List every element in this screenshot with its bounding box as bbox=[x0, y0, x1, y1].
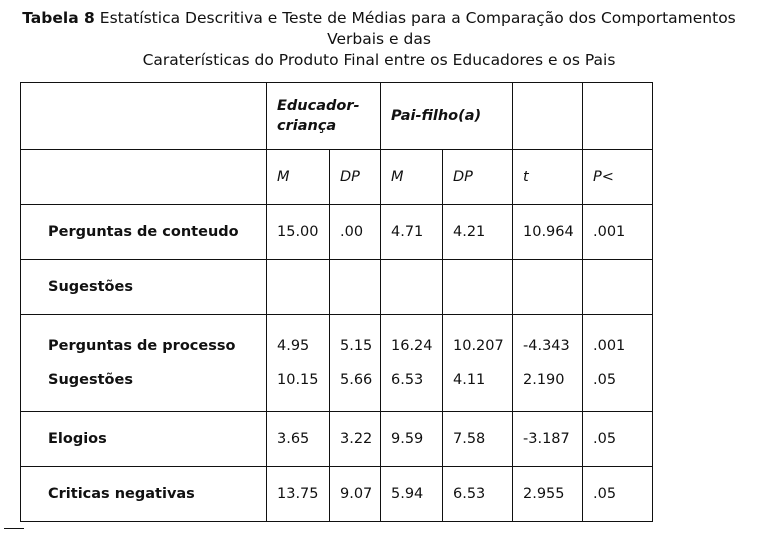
stat-header-cell: P< bbox=[583, 150, 653, 205]
empty-header-cell bbox=[513, 83, 583, 150]
table-caption bbox=[0, 8, 758, 71]
table-cell: 10.15 bbox=[277, 372, 319, 388]
table-cell: .001 bbox=[583, 205, 653, 260]
empty-header-cell bbox=[21, 150, 267, 205]
caption-line-1 bbox=[0, 8, 758, 50]
table-cell: 2.955 bbox=[513, 467, 583, 522]
table-cell: 15.00 bbox=[267, 205, 330, 260]
stat-header-cell: M bbox=[381, 150, 443, 205]
table-cell: 9.07 bbox=[330, 467, 381, 522]
table-cell: 4.21 bbox=[443, 205, 513, 260]
table-cell: 7.58 bbox=[443, 412, 513, 467]
table-cell: .05 bbox=[583, 467, 653, 522]
table-cell bbox=[583, 260, 653, 315]
table-cell: -4.343 bbox=[523, 338, 570, 354]
stat-header-cell: DP bbox=[330, 150, 381, 205]
caption-title-part-2: Caraterísticas do Produto Final entre os Educadores e os Pais bbox=[142, 51, 616, 69]
table-cell bbox=[513, 260, 583, 315]
table-cell: .05 bbox=[583, 412, 653, 467]
row-label: Elogios bbox=[21, 412, 267, 467]
table-row bbox=[21, 260, 653, 315]
row-label: Sugestões bbox=[21, 260, 267, 315]
row-label: Perguntas de processo bbox=[48, 338, 236, 354]
stat-header-cell: t bbox=[513, 150, 583, 205]
table-cell-pair bbox=[513, 315, 583, 412]
table-cell-pair bbox=[330, 315, 381, 412]
table-cell: 13.75 bbox=[267, 467, 330, 522]
table-cell bbox=[330, 260, 381, 315]
table-row bbox=[21, 412, 653, 467]
empty-header-cell bbox=[583, 83, 653, 150]
table-row bbox=[21, 315, 653, 412]
row-label-pair bbox=[21, 315, 267, 412]
table-cell: 4.95 bbox=[277, 338, 310, 354]
table-cell-pair bbox=[267, 315, 330, 412]
page-rule bbox=[4, 528, 24, 529]
table-cell bbox=[267, 260, 330, 315]
table-number: Tabela 8 bbox=[22, 9, 95, 27]
row-label: Criticas negativas bbox=[21, 467, 267, 522]
table-cell: 5.15 bbox=[340, 338, 373, 354]
table-cell: 16.24 bbox=[391, 338, 433, 354]
group-header-educador: Educador- criança bbox=[267, 83, 381, 150]
stat-header-cell: DP bbox=[443, 150, 513, 205]
table-cell: 6.53 bbox=[391, 372, 424, 388]
table-cell: 3.65 bbox=[267, 412, 330, 467]
group-header-pai: Pai-filho(a) bbox=[381, 83, 513, 150]
table-cell-pair bbox=[583, 315, 653, 412]
row-label: Perguntas de conteudo bbox=[21, 205, 267, 260]
caption-title-part-1: Estatística Descritiva e Teste de Médias para a Comparação dos Comportamentos Verbais e das bbox=[99, 9, 736, 48]
table-cell bbox=[443, 260, 513, 315]
table-cell: 4.71 bbox=[381, 205, 443, 260]
row-label: Sugestões bbox=[48, 372, 133, 388]
table-cell: .001 bbox=[593, 338, 626, 354]
table-cell: 4.11 bbox=[453, 372, 486, 388]
table-cell: 5.66 bbox=[340, 372, 373, 388]
table-cell-pair bbox=[381, 315, 443, 412]
group-header-row bbox=[21, 83, 653, 150]
table-cell bbox=[381, 260, 443, 315]
table-row bbox=[21, 467, 653, 522]
table-cell: 6.53 bbox=[443, 467, 513, 522]
table-cell: .00 bbox=[330, 205, 381, 260]
table-cell-pair bbox=[443, 315, 513, 412]
stat-header-row bbox=[21, 150, 653, 205]
empty-header-cell bbox=[21, 83, 267, 150]
table-cell: 9.59 bbox=[381, 412, 443, 467]
stat-header-cell: M bbox=[267, 150, 330, 205]
table-cell: .05 bbox=[593, 372, 617, 388]
table-cell: 10.207 bbox=[453, 338, 504, 354]
table-row bbox=[21, 205, 653, 260]
table-cell: 2.190 bbox=[523, 372, 565, 388]
table-cell: 5.94 bbox=[381, 467, 443, 522]
table-cell: 10.964 bbox=[513, 205, 583, 260]
statistics-table bbox=[20, 82, 653, 522]
table-cell: -3.187 bbox=[513, 412, 583, 467]
table-cell: 3.22 bbox=[330, 412, 381, 467]
